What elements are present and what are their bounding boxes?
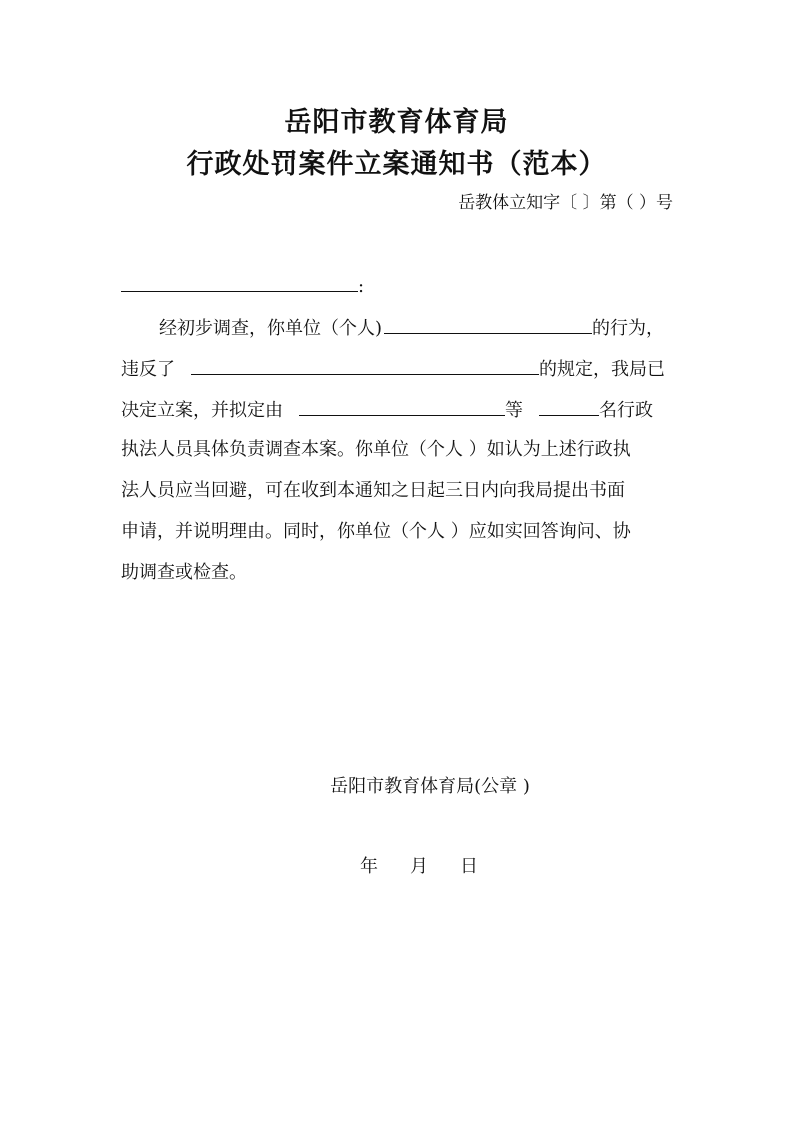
date-year: 年 [360, 856, 378, 877]
body-text: 的行为， [592, 318, 665, 339]
document-number: 岳教体立知字〔 〕第（ ）号 [458, 193, 673, 213]
body-line-4: 执法人员具体负责调查本案。你单位（个人 ）如认为上述行政执 [121, 439, 631, 460]
date-day: 日 [460, 856, 478, 877]
signature-seal-line: 岳阳市教育体育局(公章 ) [330, 776, 530, 797]
body-line-7: 助调查或检查。 [121, 562, 247, 583]
body-text: 的规定，我局已 [539, 359, 665, 380]
recipient-line [121, 272, 364, 298]
officer-names-blank [299, 396, 505, 416]
body-line-1 [159, 314, 664, 340]
recipient-colon: : [358, 276, 365, 297]
behavior-blank [384, 314, 592, 334]
body-text: 决定立案，并拟定由 [121, 400, 283, 421]
recipient-blank [121, 272, 358, 292]
body-line-3 [121, 396, 653, 422]
regulation-blank [191, 355, 539, 375]
document-title-line-2: 行政处罚案件立案通知书（范本） [186, 149, 607, 180]
body-text: 等 [505, 400, 523, 421]
officer-count-blank [539, 396, 599, 416]
document-title-line-1: 岳阳市教育体育局 [284, 107, 509, 138]
body-text: 名行政 [599, 400, 653, 421]
date-line [360, 854, 478, 880]
body-line-5: 法人员应当回避，可在收到本通知之日起三日内向我局提出书面 [121, 480, 625, 501]
body-text: 经初步调查，你单位（个人) [159, 318, 383, 339]
body-line-2 [121, 355, 665, 381]
body-text: 违反了 [121, 359, 175, 380]
body-line-6: 申请，并说明理由。同时，你单位（个人 ）应如实回答询问、协 [121, 521, 631, 542]
date-month: 月 [410, 856, 428, 877]
